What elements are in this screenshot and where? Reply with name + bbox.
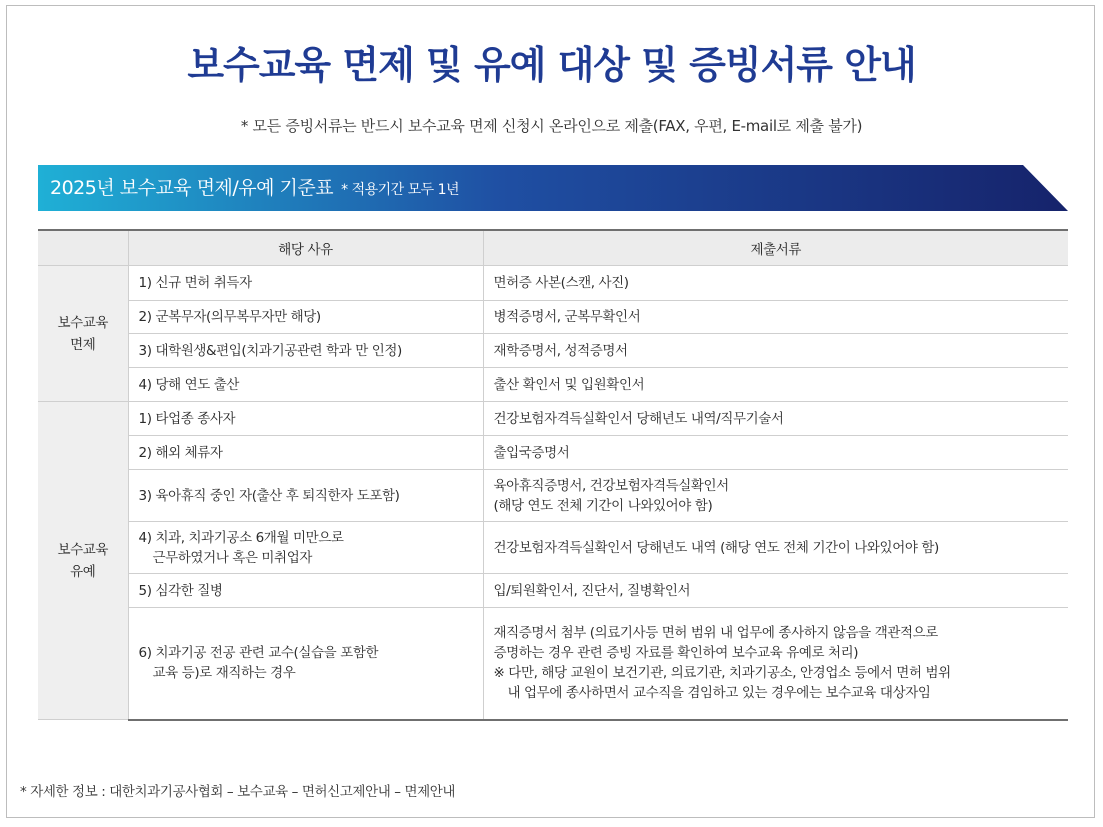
reason-text: 4) 당해 연도 출산: [138, 376, 240, 393]
header-reason: 해당 사유: [128, 230, 483, 266]
reason-text: 근무하였거나 혹은 미취업자: [152, 549, 312, 566]
reason-cell: [128, 436, 483, 470]
reason-text: 4) 치과, 치과기공소 6개월 미만으로: [138, 529, 344, 546]
document-text: 내 업무에 종사하면서 교수직을 겸임하고 있는 경우에는 보수교육 대상자임: [507, 685, 931, 702]
document-text: 출산 확인서 및 입원확인서: [493, 376, 645, 393]
reason-cell: [128, 574, 483, 608]
reason-text: 교육 등)로 재직하는 경우: [152, 665, 296, 682]
document-text: 병적증명서, 군복무확인서: [493, 309, 641, 325]
table-row: [38, 334, 1068, 368]
page-title: 보수교육 면제 및 유예 대상 및 증빙서류 안내: [187, 43, 916, 87]
category-label: 보수교육: [57, 541, 109, 558]
table-row: [38, 402, 1068, 436]
reason-text: 5) 심각한 질병: [138, 582, 223, 599]
document-text: 증명하는 경우 관련 증빙 자료를 확인하여 보수교육 유예로 처리): [493, 645, 859, 662]
documents-cell: [483, 301, 1068, 334]
section-banner: [38, 165, 1068, 211]
category-label: 보수교육: [57, 314, 109, 331]
document-text: 건강보험자격득실확인서 당해년도 내역/직무기술서: [493, 410, 784, 427]
document-text: (해당 연도 전체 기간이 나와있어야 함): [493, 497, 713, 514]
table-header-row: [38, 230, 1068, 266]
document-text: 면허증 사본(스캔, 사진): [493, 275, 629, 291]
documents-cell: [483, 608, 1068, 720]
reason-text: 6) 치과기공 전공 관련 교수(실습을 포함한: [138, 645, 379, 662]
reason-text: 3) 육아휴직 중인 자(출산 후 퇴직한자 도포함): [138, 487, 400, 504]
header-docs: 제출서류: [483, 230, 1068, 266]
table-row: [38, 470, 1068, 522]
category-cell: [38, 402, 128, 720]
criteria-table: [38, 229, 1068, 721]
documents-cell: [483, 402, 1068, 436]
reason-text: 3) 대학원생&편입(치과기공관련 학과 만 인정): [138, 342, 402, 359]
reason-cell: [128, 522, 483, 574]
category-cell: [38, 266, 128, 402]
reason-cell: [128, 368, 483, 402]
reason-cell: [128, 334, 483, 368]
header-empty: [38, 230, 128, 266]
documents-cell: [483, 522, 1068, 574]
document-text: 재학증명서, 성적증명서: [493, 342, 628, 359]
table-row: [38, 436, 1068, 470]
documents-cell: [483, 368, 1068, 402]
table-row: [38, 608, 1068, 720]
reason-cell: [128, 301, 483, 334]
document-text: 재직증명서 첨부 (의료기사등 면허 범위 내 업무에 종사하지 않음을 객관적으로: [493, 625, 938, 642]
reason-cell: [128, 470, 483, 522]
page-subtitle: * 모든 증빙서류는 반드시 보수교육 면제 신청시 온라인으로 제출(FAX, 우편, E-mail로 제출 불가): [240, 117, 863, 135]
reason-text: 2) 해외 체류자: [138, 444, 223, 461]
table-row: [38, 301, 1068, 334]
category-label: 면제: [70, 336, 96, 353]
banner-title: 2025년 보수교육 면제/유예 기준표: [50, 177, 334, 199]
table-row: [38, 522, 1068, 574]
documents-cell: [483, 574, 1068, 608]
reason-cell: [128, 266, 483, 301]
criteria-table-body: [38, 230, 1068, 720]
document-text: 건강보험자격득실확인서 당해년도 내역 (해당 연도 전체 기간이 나와있어야 함): [493, 539, 939, 556]
document-text: ※ 다만, 해당 교원이 보건기관, 의료기관, 치과기공소, 안경업소 등에서 면허 범위: [493, 665, 951, 682]
document-text: 입/퇴원확인서, 진단서, 질병확인서: [493, 582, 691, 599]
table-row: [38, 574, 1068, 608]
category-label: 유예: [70, 563, 96, 580]
reason-cell: [128, 402, 483, 436]
banner-note: * 적용기간 모두 1년: [341, 182, 460, 198]
documents-cell: [483, 470, 1068, 522]
document-text: 육아휴직증명서, 건강보험자격득실확인서: [493, 477, 729, 494]
reason-text: 1) 신규 면허 취득자: [138, 275, 252, 291]
documents-cell: [483, 436, 1068, 470]
table-row: [38, 368, 1068, 402]
reason-text: 2) 군복무자(의무복무자만 해당): [138, 309, 321, 325]
footnote: * 자세한 정보 : 대한치과기공사협회 – 보수교육 – 면허신고제안내 – 면제안내: [20, 784, 456, 800]
documents-cell: [483, 266, 1068, 301]
documents-cell: [483, 334, 1068, 368]
table-row: [38, 266, 1068, 301]
reason-cell: [128, 608, 483, 720]
reason-text: 1) 타업종 종사자: [138, 410, 236, 427]
document-text: 출입국증명서: [493, 444, 570, 461]
banner-text: [50, 165, 459, 211]
